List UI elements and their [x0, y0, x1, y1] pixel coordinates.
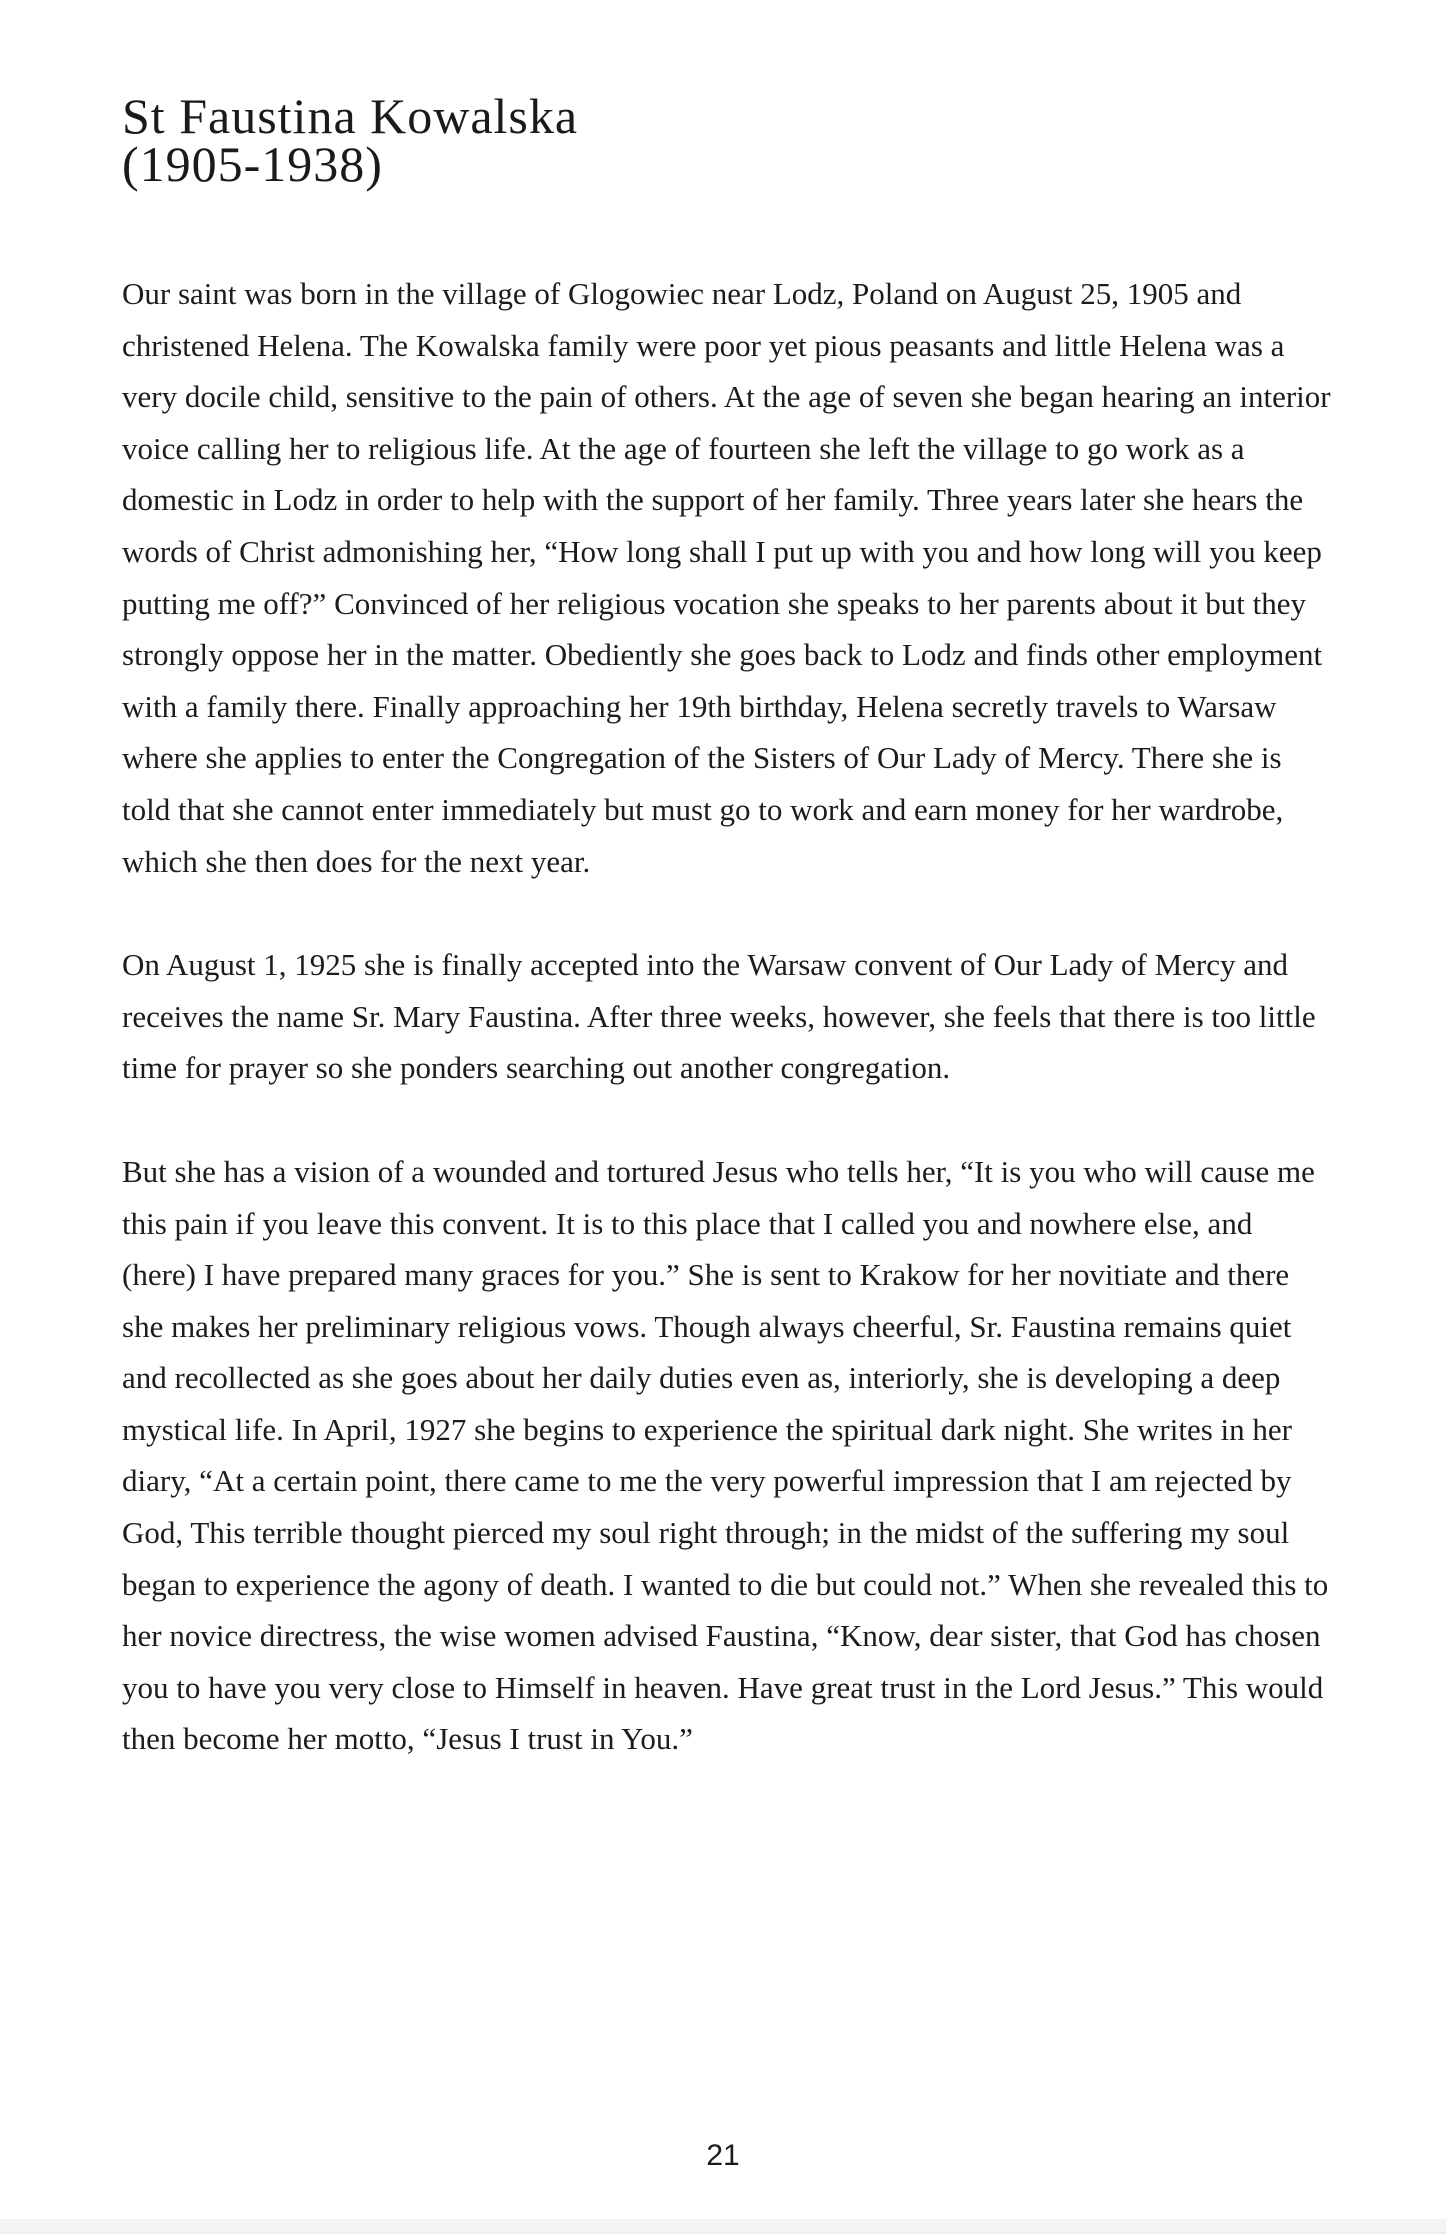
paragraph-vision-and-dark-night: But she has a vision of a wounded and tortured Jesus who tells her, “It is you who will cause me this pain if you leave this convent. It is to this place that I called you and nowhere else, and (here) I have prepared many graces for you.” She is sent to Krakow for her novitiate and there she makes her preliminary religious vows. Though always cheerful, Sr. Faustina remains quiet and recollected as she goes about her daily duties even as, interiorly, she is developing a deep mystical life. In April, 1927 she begins to experience the spiritual dark night. She writes in her diary, “At a certain point, there came to me the very powerful impression that I am rejected by God, This terrible thought pierced my soul right through; in the midst of the suffering my soul began to experience the agony of death. I wanted to die but could not.” When she revealed this to her novice directress, the wise women advised Faustina, “Know, dear sister, that God has chosen you to have you very close to Himself in heaven. Have great trust in the Lord Jesus.” This would then become her motto, “Jesus I trust in You.” — [122, 1153, 1329, 1757]
title-dates-line: (1905-1938) — [122, 136, 383, 192]
page-title — [122, 88, 1334, 192]
page-content — [122, 88, 1334, 1765]
title-name-line: St Faustina Kowalska — [122, 88, 579, 144]
page-bottom-strip — [0, 2219, 1446, 2234]
paragraph-convent-acceptance: On August 1, 1925 she is finally accepted into the Warsaw convent of Our Lady of Mercy and receives the name Sr. Mary Faustina. After three weeks, however, she feels that there is too little time for prayer so she ponders searching out another congregation. — [122, 947, 1316, 1086]
paragraph-birth-and-vocation: Our saint was born in the village of Glogowiec near Lodz, Poland on August 25, 1905 and christened Helena. The Kowalska family were poor yet pious peasants and little Helena was a very docile child, sensitive to the pain of others. At the age of seven she began hearing an interior voice calling her to religious life. At the age of fourteen she left the village to go work as a domestic in Lodz in order to help with the support of her family. Three years later she hears the words of Christ admonishing her, “How long shall I put up with you and how long will you keep putting me off?” Convinced of her religious vocation she speaks to her parents about it but they strongly oppose her in the matter. Obediently she goes back to Lodz and finds other employment with a family there. Finally approaching her 19th birthday, Helena secretly travels to Warsaw where she applies to enter the Congregation of the Sisters of Our Lady of Mercy. There she is told that she cannot enter immediately but must go to work and earn money for her wardrobe, which she then does for the next year. — [122, 276, 1331, 879]
page-number: 21 — [706, 2139, 740, 2172]
body-text — [122, 268, 1334, 1765]
